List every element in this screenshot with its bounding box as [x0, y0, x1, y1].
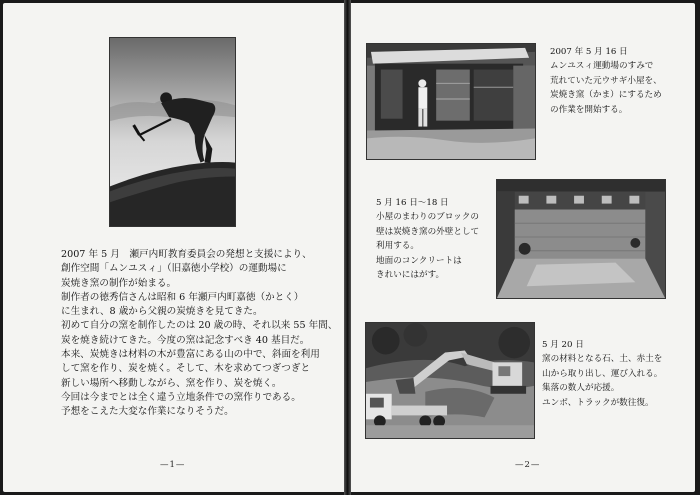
page-number: —1—	[160, 460, 186, 470]
paragraph-line: 本来、炭焼きは材料の木が豊富にある山の中で、斜面を利用	[61, 349, 320, 361]
page-number: —2—	[515, 460, 541, 470]
caption-line: 集落の数人が応援。	[542, 383, 620, 394]
caption-line: きれいにはがす。	[376, 270, 445, 281]
caption-may16-18	[376, 196, 479, 282]
paragraph-line: に生まれ、8 歳から父親の炭焼きを見てきた。	[61, 306, 263, 318]
photo-excavator-truck	[365, 322, 535, 439]
paragraph-line: 創作空間「ムンユスィ」（旧嘉徳小学校）の運動場に	[61, 263, 287, 275]
caption-line: 地面のコンクリートは	[376, 255, 462, 266]
caption-line: 炭焼き窯（かま）にするため	[550, 90, 662, 101]
caption-may16	[550, 45, 662, 117]
book-spine	[344, 0, 351, 495]
paragraph-line: 制作者の徳秀信さんは昭和 6 年瀬戸内町嘉徳（かとく）	[61, 291, 304, 303]
caption-line: の作業を開始する。	[550, 104, 628, 115]
paragraph-line: 今回は今までとは全く違う立地条件での窯作りである。	[61, 391, 301, 403]
caption-line: 利用する。	[376, 241, 419, 252]
paragraph-line: 新しい場所へ移動しながら、窯を作り、炭を焼く。	[61, 377, 282, 389]
caption-line: 山から取り出し、運び入れる。	[542, 368, 663, 379]
caption-line: 小屋のまわりのブロックの	[376, 212, 479, 223]
caption-line: ムンユスィ運動場のすみで	[550, 61, 654, 72]
paragraph-line: 予想をこえた大変な作業になりそうだ。	[61, 406, 234, 418]
caption-line: 5 月 16 日～18 日	[376, 198, 449, 208]
paragraph-line: 2007 年 5 月 瀬戸内町教育委員会の発想と支援により、	[61, 249, 312, 260]
paragraph-line: して窯を作り、炭を焼く。そして、木を求めてつぎつぎと	[61, 363, 311, 375]
paragraph-line: 炭焼き窯の制作が始まる。	[61, 277, 177, 289]
caption-line: 壁は炭焼き窯の外壁として	[376, 226, 480, 237]
caption-line: 窯の材料となる石、土、赤土を	[542, 354, 663, 365]
right-page	[351, 3, 695, 492]
paragraph-line: 初めて自分の窯を制作したのは 20 歳の時、それ以来 55 年間、	[61, 320, 338, 332]
caption-line: 荒れていた元ウサギ小屋を、	[550, 75, 662, 86]
photo-man-with-pickaxe	[109, 37, 236, 227]
caption-line: 5 月 20 日	[542, 340, 584, 350]
photo-block-wall-interior	[496, 179, 666, 299]
caption-line: 2007 年 5 月 16 日	[550, 47, 628, 57]
intro-paragraph	[61, 248, 337, 420]
caption-line: ユンボ、トラックが数往復。	[542, 397, 654, 408]
paragraph-line: 炭を焼き続けてきた。今度の窯は記念すべき 40 基目だ。	[61, 334, 310, 346]
photo-rabbit-hut	[366, 43, 536, 160]
left-page	[3, 3, 344, 492]
caption-may20	[542, 338, 662, 410]
